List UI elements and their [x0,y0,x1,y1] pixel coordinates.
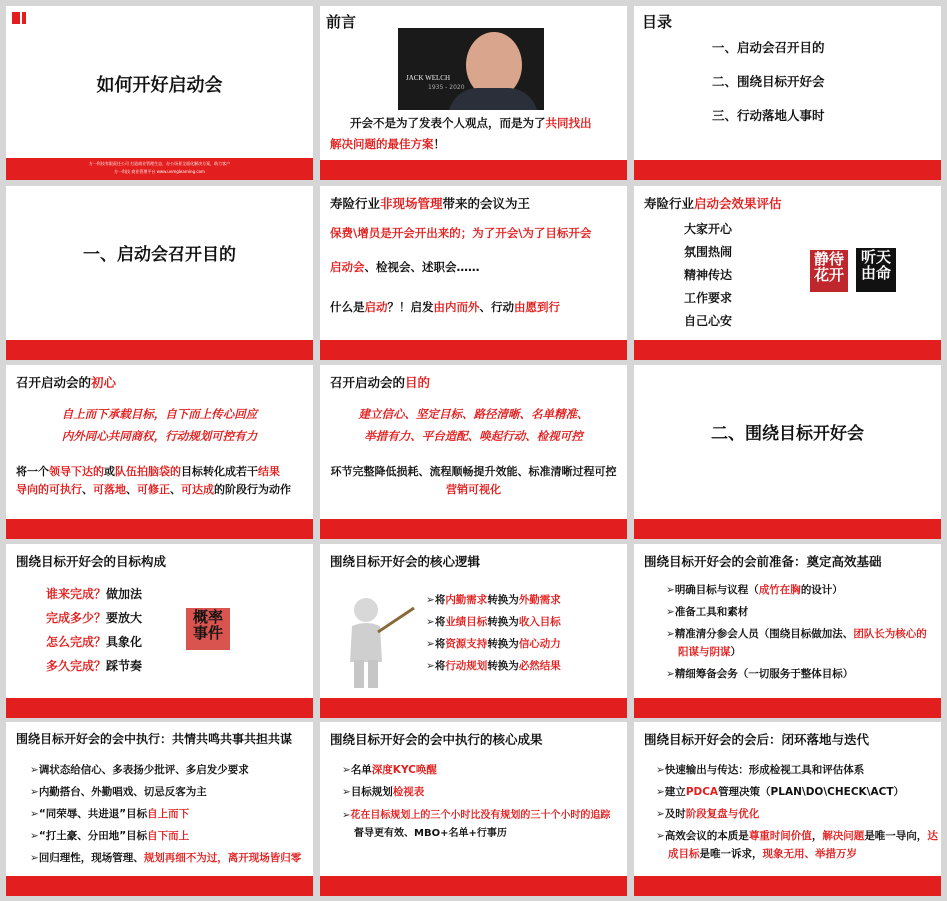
footer-bar [6,698,313,718]
slide-4-section[interactable] [6,186,313,360]
footer-bar [6,519,313,539]
prep-item-2 [666,604,748,619]
arrow-icon: ➢ [656,786,665,798]
highlight: 收入目标 [518,616,561,628]
highlight: 自下而上 [147,830,190,842]
goal-item-2 [46,610,142,626]
footer-bar [320,698,627,718]
slide-1-title[interactable] [6,6,313,180]
text: 内勤搭台、外勤唱戏、切忌反客为主 [38,786,207,798]
highlight: 行动规划 [445,660,488,672]
logic-item-3 [426,636,561,651]
stamp-probability-event: 概率事件 [186,608,230,650]
slide-5-meetings[interactable] [320,186,627,360]
preface-line-1 [350,116,592,132]
highlight: 非现场管理 [380,196,443,211]
text: 寿险行业 [644,196,695,211]
highlight: 导向的可执行 [16,483,82,496]
footer-bar [320,519,627,539]
highlight: 检视表 [392,786,425,798]
slide-heading: 前言 [326,13,357,31]
prep-item-4 [666,666,853,681]
text: ， [811,830,823,842]
footer-bar [320,876,627,896]
slide-9-section[interactable] [634,365,941,539]
slide-13-execution[interactable] [6,722,313,896]
slide-10-goal-composition[interactable] [6,544,313,718]
body-line-3 [330,300,560,316]
text: 、检视会、述职会…… [364,260,480,274]
footer-bar [6,340,313,360]
text: 转换为 [487,616,519,628]
prep-item-1 [666,582,843,597]
body-line-1: 保费\增员是开会开出来的；为了开会\为了目标开会 [330,226,592,240]
body-line-1 [16,465,280,480]
portrait-photo [398,28,544,110]
calligraphy-line-2: 举措有力、平台造配、唤起行动、检视可控 [364,429,583,443]
arrow-icon: ➢ [30,808,39,820]
slide-heading [644,194,782,212]
highlight: 自上而下 [147,808,190,820]
text: 带来的会议为王 [442,196,531,211]
arrow-icon: ➢ [342,786,351,798]
footer-bar [634,340,941,360]
after-item-4-cont [668,846,857,861]
corner-mark-icon [22,12,26,24]
text: 将 [434,638,446,650]
text: 准备工具和素材 [674,606,749,618]
arrow-icon: ➢ [426,660,435,672]
arrow-icon: ➢ [30,786,39,798]
slide-heading: 目录 [642,13,673,31]
text: 转换为 [487,594,519,606]
highlight: 由内而外 [433,300,480,314]
text: 或 [104,465,115,478]
toc-item-2[interactable]: 二、围绕目标开好会 [712,74,825,89]
text: 、行动 [479,300,514,314]
preface-line-2 [330,137,445,153]
eval-item-2: 氛围热闹 [684,245,733,259]
slide-15-after-meeting[interactable] [634,722,941,896]
calligraphy-line-1: 自上而下承载目标，自下而上传心回应 [61,407,258,421]
footer-text: 方一科技有限责任公司 打造商业管理生态，办公场景全面化解决方案，助力客户 [88,161,231,166]
highlight: 阶段复盘与优化 [685,808,760,820]
arrow-icon: ➢ [666,628,675,640]
slide-heading: 围绕目标开好会的会中执行：共情共鸣共事共担共谋 [16,732,293,746]
presentation-title: 如何开好启动会 [96,75,223,96]
highlight: 启动 [364,300,388,314]
highlight: 初心 [91,375,117,390]
highlight: 可落地 [93,483,126,496]
footer-bar [634,698,941,718]
highlight: 结果 [258,465,280,478]
question: 怎么完成？ [46,635,107,649]
eval-item-4: 工作要求 [684,291,733,305]
after-item-1 [656,762,864,777]
text: ） [730,646,741,658]
portrait-shirt [448,88,538,110]
text: 回归理性，现场管理、 [38,852,144,864]
text: 将一个 [16,465,49,478]
body-line-2 [16,483,291,498]
text: 是唯一诉求， [699,848,763,860]
eval-item-5: 自己心安 [684,314,733,328]
goal-item-3 [46,634,142,650]
highlight: 成竹在胸 [758,584,801,596]
text: 名单 [350,764,372,776]
text: 管理决策（PLAN\DO\CHECK\ACT） [718,786,905,798]
highlight: 队伍拍脑袋的 [115,465,181,478]
arrow-icon: ➢ [426,638,435,650]
highlight: 花在目标规划上的三个小时比没有规划的三十个小时的追踪 [350,810,611,821]
goal-item-1 [46,586,142,602]
text: 将 [434,594,446,606]
highlight: 可达成 [181,483,214,496]
text: 寿险行业 [330,196,381,211]
slide-8-purpose[interactable] [320,365,627,539]
prep-item-3 [666,626,927,641]
highlight: PDCA [685,786,719,798]
slide-6-evaluation[interactable] [634,186,941,360]
slide-3-contents[interactable] [634,6,941,180]
toc-item-1[interactable]: 一、启动会召开目的 [712,40,825,55]
highlight: 信心动力 [518,638,561,650]
presenter-figure-icon [342,592,422,692]
text: 明确目标与议程（ [674,584,759,596]
highlight: 业绩目标 [445,616,488,628]
text: 开会不是为了发表个人观点，而是为了 [350,116,546,130]
text: 精细筹备会务（一切服务于整体目标） [674,668,854,680]
text: 建立 [664,786,686,798]
exec-item-2 [30,784,207,799]
question: 谁来完成？ [46,587,107,601]
question: 多久完成？ [46,659,107,673]
text: “同荣辱、共进退”目标 [38,808,148,820]
text: 转换为 [487,660,519,672]
arrow-icon: ➢ [656,830,665,842]
highlight: 由愿到行 [514,300,560,314]
answer: 做加法 [106,587,143,601]
text: 将 [434,660,446,672]
calligraphy-line-2: 内外同心共同商权，行动规划可控有力 [61,429,258,443]
slide-heading [330,373,430,391]
exec-item-1 [30,762,249,777]
highlight: 启动会效果评估 [694,196,782,211]
text: ？！启发 [387,300,434,314]
text: “打土豪、分田地”目标 [38,830,148,842]
answer: 踩节奏 [106,659,143,673]
eval-item-1: 大家开心 [684,222,733,236]
arrow-icon: ➢ [656,764,665,776]
highlight: 尊重时间价值 [748,830,812,842]
text: 召开启动会的 [16,375,92,390]
exec-item-3 [30,806,189,821]
highlight: 必然结果 [518,660,561,672]
highlight: 资源支持 [445,638,488,650]
answer: 要放大 [106,611,143,625]
result-item-2 [342,784,424,799]
stamp-tingtianyouming: 听天由命 [856,248,896,292]
slide-heading [330,194,530,212]
body-line-2 [330,260,480,276]
highlight: 解决问题的最佳方案 [330,137,434,151]
footer-bar [634,519,941,539]
slide-14-results[interactable] [320,722,627,896]
highlight: 外勤需求 [518,594,561,606]
footer-bar [6,876,313,896]
slide-12-preparation[interactable] [634,544,941,718]
arrow-icon: ➢ [666,606,675,618]
after-item-3 [656,806,759,821]
exec-item-5 [30,850,301,865]
exec-item-4 [30,828,189,843]
slide-heading: 围绕目标开好会的会中执行的核心成果 [330,732,543,747]
text: 转换为 [487,638,519,650]
highlight: 启动会 [330,260,365,274]
text: 将 [434,616,446,628]
portrait-years: 1935 - 2020 [428,84,465,91]
highlight: 领导下达的 [49,465,104,478]
text: ！ [433,137,445,151]
corner-mark-icon [12,12,20,24]
body-line-1: 环节完整降低损耗、流程顺畅提升效能、标准清晰过程可控 [330,465,617,478]
highlight: 达 [927,830,938,842]
arrow-icon: ➢ [656,808,665,820]
footer-text: 方一科技 商业管理平台 www.unmglearning.com [114,169,205,174]
highlight: 可修正 [137,483,170,496]
text: 、 [82,483,93,496]
result-item-3 [342,806,610,821]
after-item-4 [656,828,938,843]
slide-7-intention[interactable] [6,365,313,539]
slide-heading: 围绕目标开好会的会后：闭环落地与迭代 [644,732,870,747]
text: 的阶段行为动作 [214,483,291,496]
logic-item-1 [426,592,561,607]
calligraphy-line-1: 建立信心、坚定目标、路径清晰、名单精准、 [358,407,589,421]
highlight: 内勤需求 [445,594,488,606]
footer-bar [6,158,313,180]
text: 什么是 [330,300,365,314]
slide-2-preface[interactable] [320,6,627,180]
text: 及时 [664,808,686,820]
body-line-2: 营销可视化 [446,483,501,496]
prep-item-3-cont [678,644,741,659]
toc-item-3[interactable]: 三、行动落地人事时 [712,108,825,123]
text: 快速输出与传达：形成检视工具和评估体系 [664,764,865,776]
slide-heading: 围绕目标开好会的目标构成 [16,554,167,569]
text: 高效会议的本质是 [664,830,749,842]
slide-11-core-logic[interactable] [320,544,627,718]
highlight: 现象无用、举措万岁 [762,848,857,860]
footer-bar [320,340,627,360]
goal-item-4 [46,658,142,674]
highlight: 成目标 [668,848,700,860]
text: 目标规划 [350,786,393,798]
section-title: 二、围绕目标开好会 [711,424,864,444]
result-item-3-cont: 督导更有效、MBO+名单+行事历 [354,828,507,839]
slide-heading: 围绕目标开好会的会前准备：奠定高效基础 [644,554,882,569]
arrow-icon: ➢ [30,830,39,842]
slide-heading: 围绕目标开好会的核心逻辑 [330,554,481,569]
highlight: 深度KYC唤醒 [371,764,437,776]
arrow-icon: ➢ [666,668,675,680]
section-title: 一、启动会召开目的 [83,245,236,265]
text: 的设计） [800,584,843,596]
arrow-icon: ➢ [30,852,39,864]
logic-item-4 [426,658,561,673]
text: 精准清分参会人员（围绕目标做加法、 [674,628,854,640]
after-item-2 [656,784,904,799]
highlight: 解决问题 [822,830,865,842]
footer-bar [320,160,627,180]
logic-item-2 [426,614,561,629]
text: 调状态给信心、多表扬少批评、多启发少要求 [38,764,249,776]
arrow-icon: ➢ [30,764,39,776]
text: 目标转化成若干 [181,465,258,478]
answer: 具象化 [106,635,143,649]
arrow-icon: ➢ [666,584,675,596]
footer-bar [634,876,941,896]
text: 是唯一导向， [864,830,928,842]
highlight: 规划再细不为过，离开现场皆归零 [143,852,302,864]
text: 召开启动会的 [330,375,406,390]
stamp-jingdaihuakai: 静待花开 [810,250,848,292]
highlight: 阳谋与阴谋 [678,646,731,658]
arrow-icon: ➢ [342,810,351,821]
arrow-icon: ➢ [426,616,435,628]
portrait-caption: JACK WELCH [406,74,451,82]
arrow-icon: ➢ [342,764,351,776]
text: 、 [170,483,181,496]
highlight: 共同找出 [545,116,592,130]
highlight: 团队长为核心的 [853,628,927,640]
result-item-1 [342,762,437,777]
slide-heading [16,373,116,391]
arrow-icon: ➢ [426,594,435,606]
eval-item-3: 精神传达 [684,268,733,282]
footer-bar [634,160,941,180]
question: 完成多少？ [46,611,107,625]
highlight: 目的 [405,375,431,390]
text: 、 [126,483,137,496]
